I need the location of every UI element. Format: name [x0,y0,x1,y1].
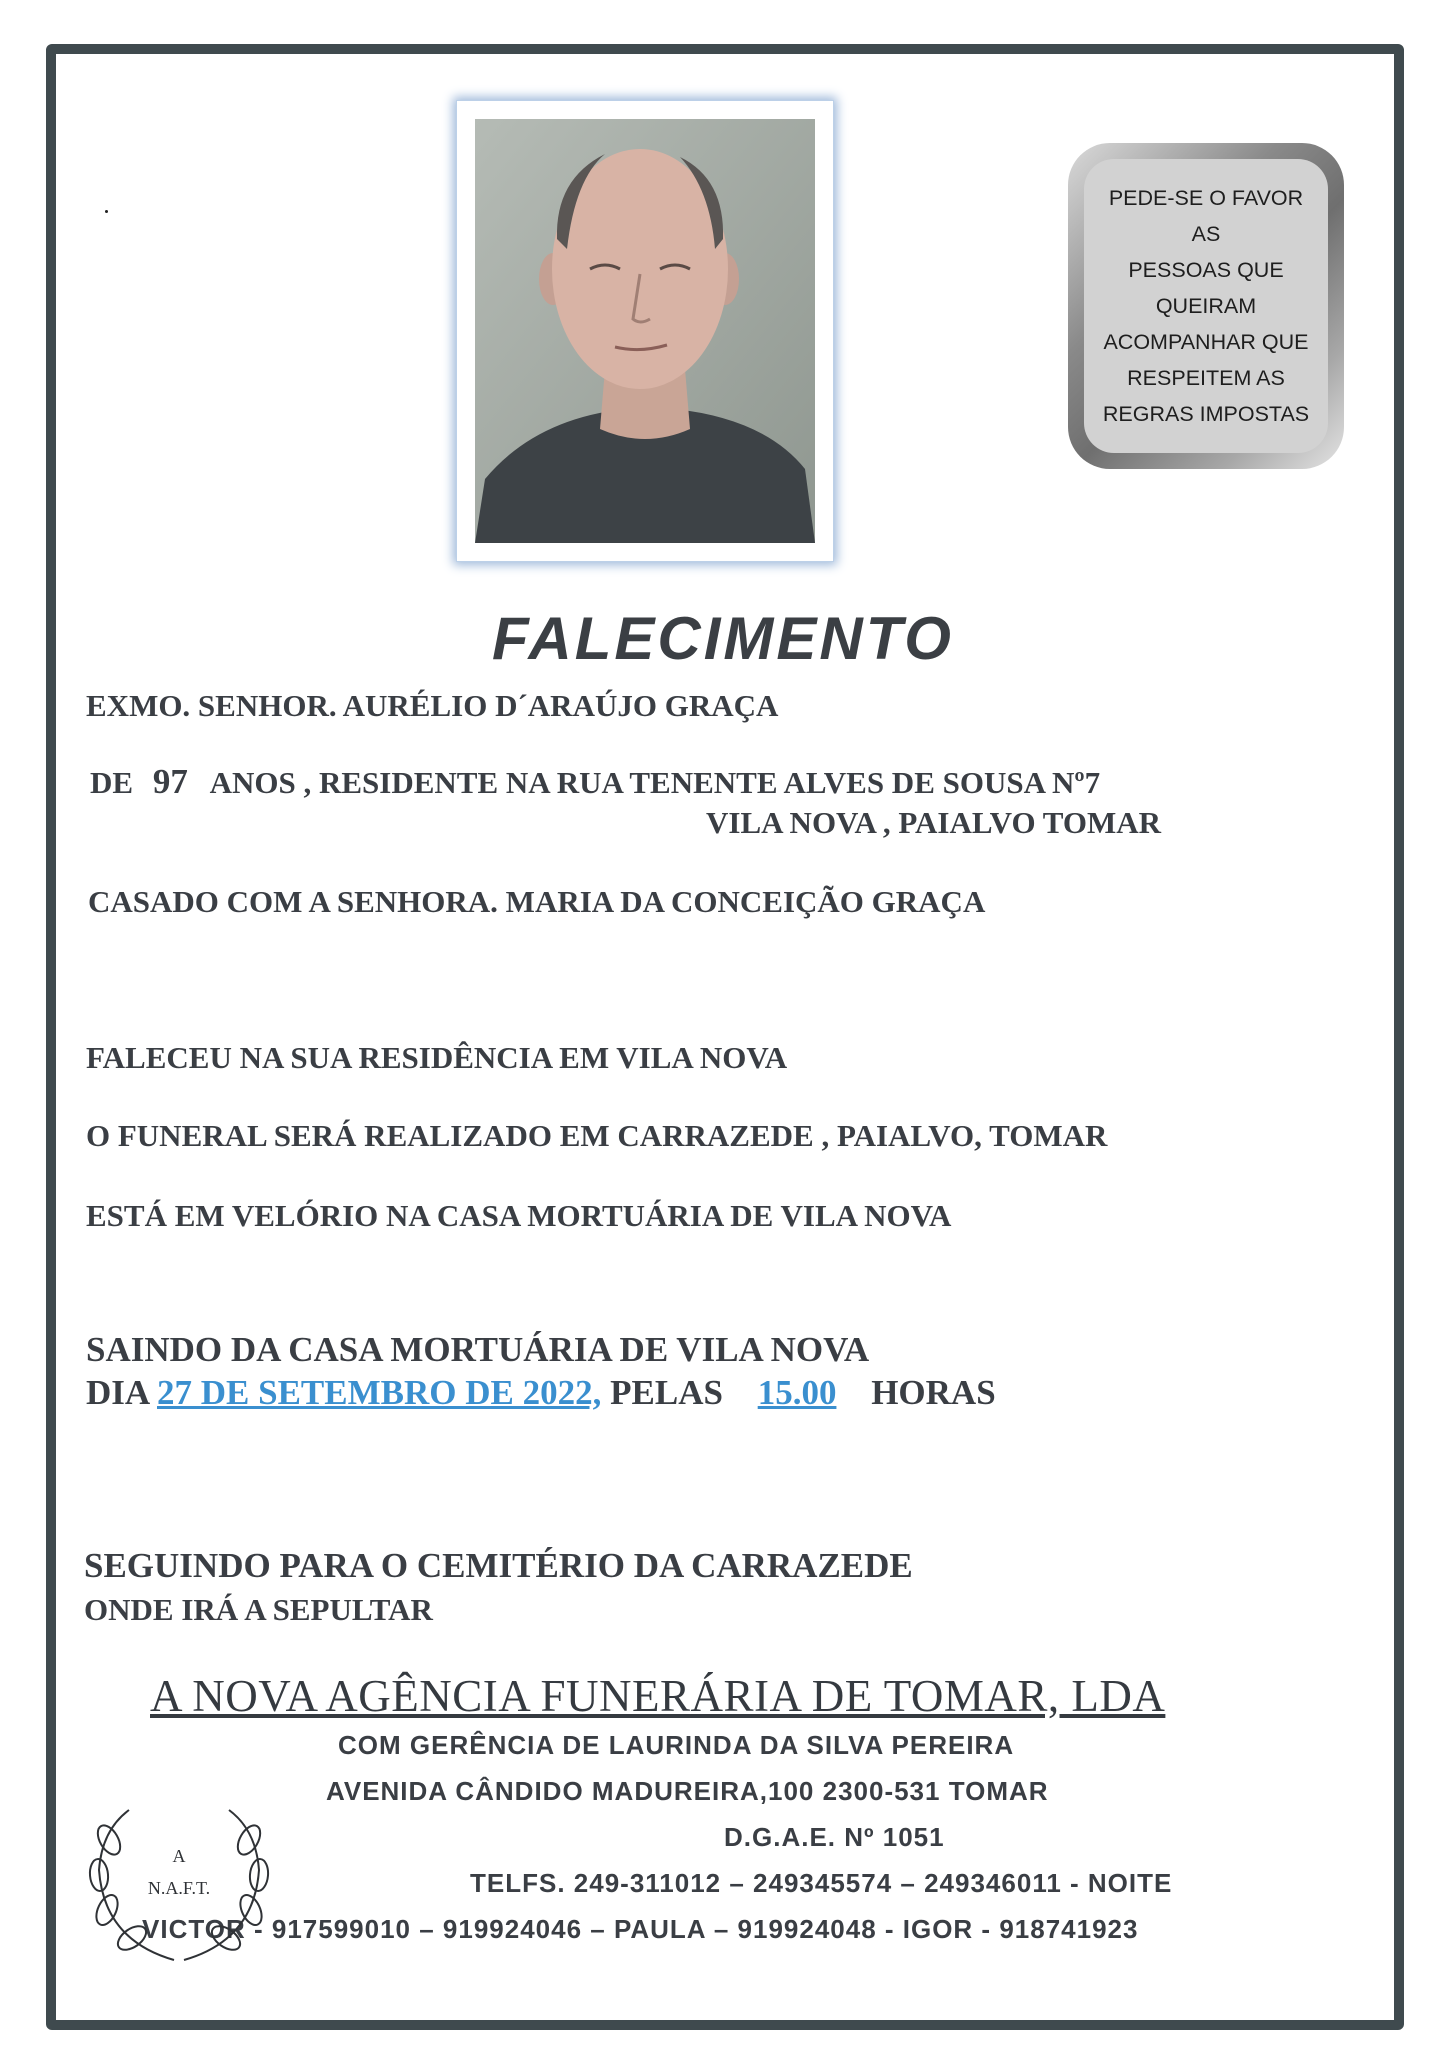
portrait-photo [475,119,815,543]
burial-line-1: SEGUINDO PARA O CEMITÉRIO DA CARRAZEDE [84,1546,913,1585]
portrait-photo-frame [456,100,834,562]
agency-license: D.G.A.E. Nº 1051 [724,1822,945,1852]
deceased-name: EXMO. SENHOR. AURÉLIO D´ARAÚJO GRAÇA [86,688,779,723]
stray-dot [105,210,108,213]
age-line [90,762,1100,802]
time-suffix: HORAS [871,1373,996,1412]
agency-address: AVENIDA CÂNDIDO MADUREIRA,100 2300-531 TOMAR [326,1776,1049,1806]
residence-line: ANOS , RESIDENTE NA RUA TENENTE ALVES DE SOUSA Nº7 [209,765,1101,800]
page-title: FALECIMENTO [492,605,954,672]
residence-line-2: VILA NOVA , PAIALVO TOMAR [706,805,1162,840]
seal-letter: A [172,1846,186,1866]
agency-name: A NOVA AGÊNCIA FUNERÁRIA DE TOMAR, LDA [150,1671,1166,1721]
age-value: 97 [152,762,188,801]
day-prefix: DIA [86,1373,149,1412]
naft-laurel-seal [74,1800,284,1970]
seal-initials: N.A.F.T. [147,1878,211,1898]
notice-text: PEDE-SE O FAVOR AS PESSOAS QUE QUEIRAM ACOMPANHAR QUE RESPEITEM AS REGRAS IMPOSTAS [1102,186,1310,426]
departure-date: 27 DE SETEMBRO DE 2022, [157,1373,602,1412]
burial-line-2: ONDE IRÁ A SEPULTAR [84,1592,433,1627]
wake-line: ESTÁ EM VELÓRIO NA CASA MORTUÁRIA DE VILA NOVA [86,1198,952,1233]
agency-management: COM GERÊNCIA DE LAURINDA DA SILVA PEREIRA [338,1730,1015,1760]
time-prefix: PELAS [610,1373,723,1412]
funeral-place-line: O FUNERAL SERÁ REALIZADO EM CARRAZEDE , PAIALVO, TOMAR [86,1118,1108,1153]
agency-phones: TELFS. 249-311012 – 249345574 – 249346011 - NOITE [470,1868,1173,1898]
age-prefix: DE [90,765,134,800]
agency-contacts: VICTOR - 917599010 – 919924046 – PAULA – 919924048 - IGOR - 918741923 [142,1914,1139,1944]
departure-datetime-line [86,1373,996,1413]
departure-time: 15.00 [757,1373,837,1412]
spouse-line: CASADO COM A SENHORA. MARIA DA CONCEIÇÃO GRAÇA [88,884,986,919]
departure-line: SAINDO DA CASA MORTUÁRIA DE VILA NOVA [86,1330,870,1369]
death-place-line: FALECEU NA SUA RESIDÊNCIA EM VILA NOVA [86,1040,788,1075]
notice-badge [1068,143,1344,469]
